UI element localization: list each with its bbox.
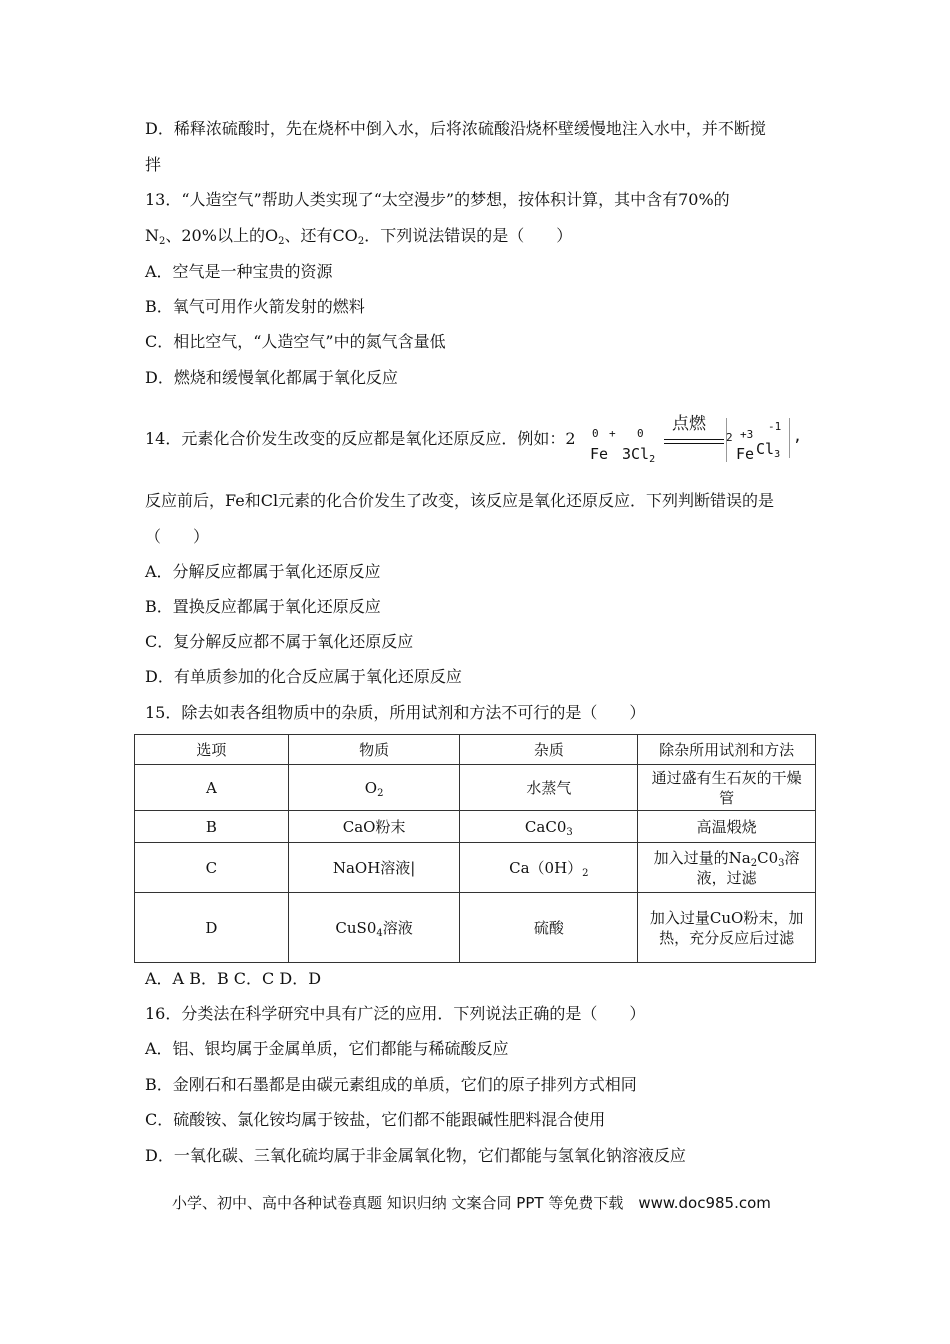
table-cell: A xyxy=(135,765,289,811)
q14-option-b: B．置换反应都属于氧化还原反应 xyxy=(145,597,381,616)
q14-option-c: C．复分解反应都不属于氧化还原反应 xyxy=(145,632,414,651)
header-cell: 选项 xyxy=(135,735,289,765)
eq-plus: + xyxy=(609,427,616,440)
eq-fe-valence: 0 xyxy=(592,427,599,440)
q12-option-d-line2: 拌 xyxy=(145,155,162,174)
q13-option-b: B．氧气可用作火箭发射的燃料 xyxy=(145,297,365,316)
q16-option-c: C．硫酸铵、氯化铵均属于铵盐，它们都不能跟碱性肥料混合使用 xyxy=(145,1110,606,1129)
q16-option-d: D．一氧化碳、三氧化硫均属于非金属氧化物，它们都能与氢氧化钠溶液反应 xyxy=(145,1146,686,1165)
q14-stem-line3: （ ） xyxy=(145,527,210,546)
table-cell: $Ca(0H)_2$ xyxy=(460,843,638,893)
table-row xyxy=(135,843,816,893)
eq-fe: Fe xyxy=(590,445,609,463)
table-cell: 高温煅烧 xyxy=(638,811,816,843)
header-cell: 除杂所用试剂和方法 xyxy=(638,735,816,765)
q13-option-c: C．相比空气，“人造空气”中的氮气含量低 xyxy=(145,332,446,351)
eq-fe3-valence: +3 xyxy=(740,428,754,441)
q14-stem-line1: 14．元素化合价发生改变的反应都是氧化还原反应．例如：2 xyxy=(145,429,576,448)
table-cell: NaOH溶液| xyxy=(288,843,460,893)
eq-cl3: $Cl_3$ xyxy=(756,440,781,460)
table-row xyxy=(135,893,816,963)
table-cell: C xyxy=(135,843,289,893)
q14-option-d: D．有单质参加的化合反应属于氧化还原反应 xyxy=(145,667,462,686)
eq-divider-right xyxy=(789,418,790,458)
table-row xyxy=(135,811,816,843)
q13-option-d: D．燃烧和缓慢氧化都属于氧化反应 xyxy=(145,368,398,387)
table-cell: 硫酸 xyxy=(460,893,638,963)
header-cell: 杂质 xyxy=(460,735,638,765)
q15-stem: 15．除去如表各组物质中的杂质，所用试剂和方法不可行的是（ ） xyxy=(145,703,646,722)
eq-fe3: Fe xyxy=(736,445,755,463)
table-row xyxy=(135,765,816,811)
eq-cl-neg-valence: -1 xyxy=(768,420,782,433)
table-cell: $O_2$ xyxy=(288,765,460,811)
table-cell: $CaC0_3$ xyxy=(460,811,638,843)
eq-arrow-line-bottom xyxy=(664,443,724,444)
q15-table xyxy=(134,734,816,963)
eq-3cl2: $3Cl_2$ xyxy=(622,445,656,465)
table-header-row xyxy=(135,735,816,765)
eq-comma: , xyxy=(793,427,803,445)
table-cell: D xyxy=(135,893,289,963)
q16-option-b: B．金刚石和石墨都是由碳元素组成的单质，它们的原子排列方式相同 xyxy=(145,1075,637,1094)
table-cell: $CuS0_4$溶液 xyxy=(288,893,460,963)
eq-coefficient-2: 2 xyxy=(726,431,733,444)
q12-option-d-line1: D．稀释浓硫酸时，先在烧杯中倒入水，后将浓硫酸沿烧杯壁缓慢地注入水中，并不断搅 xyxy=(145,119,766,138)
table-cell: CaO粉末 xyxy=(288,811,460,843)
eq-cl-valence: 0 xyxy=(637,427,644,440)
eq-condition: 点燃 xyxy=(672,414,706,434)
q16-option-a: A．铝、银均属于金属单质，它们都能与稀硫酸反应 xyxy=(145,1039,509,1058)
table-cell: B xyxy=(135,811,289,843)
table-cell: 水蒸气 xyxy=(460,765,638,811)
eq-arrow-line-top xyxy=(664,439,724,440)
q13-stem-line1: 13．“人造空气”帮助人类实现了“太空漫步”的梦想，按体积计算，其中含有70%的 xyxy=(145,190,730,209)
q16-stem: 16．分类法在科学研究中具有广泛的应用．下列说法正确的是（ ） xyxy=(145,1004,646,1023)
table-cell: 加入过量的$Na_2C0_3$溶液，过滤 xyxy=(638,843,816,893)
q13-option-a: A．空气是一种宝贵的资源 xyxy=(145,262,333,281)
table-cell: 加入过量CuO粉末，加热，充分反应后过滤 xyxy=(638,893,816,963)
q13-stem-line2: $N_2$、20%以上的$O_2$、还有$CO_2$．下列说法错误的是（ ） xyxy=(145,226,573,247)
q14-stem-line2: 反应前后，Fe和Cl元素的化合价发生了改变，该反应是氧化还原反应．下列判断错误的是 xyxy=(145,491,775,510)
table-cell: 通过盛有生石灰的干燥管 xyxy=(638,765,816,811)
q14-option-a: A．分解反应都属于氧化还原反应 xyxy=(145,562,381,581)
header-cell: 物质 xyxy=(288,735,460,765)
page-footer: 小学、初中、高中各种试卷真题 知识归纳 文案合同 PPT 等免费下载 www.doc985.com xyxy=(172,1194,771,1212)
q15-options: A．A B．B C．C D．D xyxy=(145,969,322,988)
